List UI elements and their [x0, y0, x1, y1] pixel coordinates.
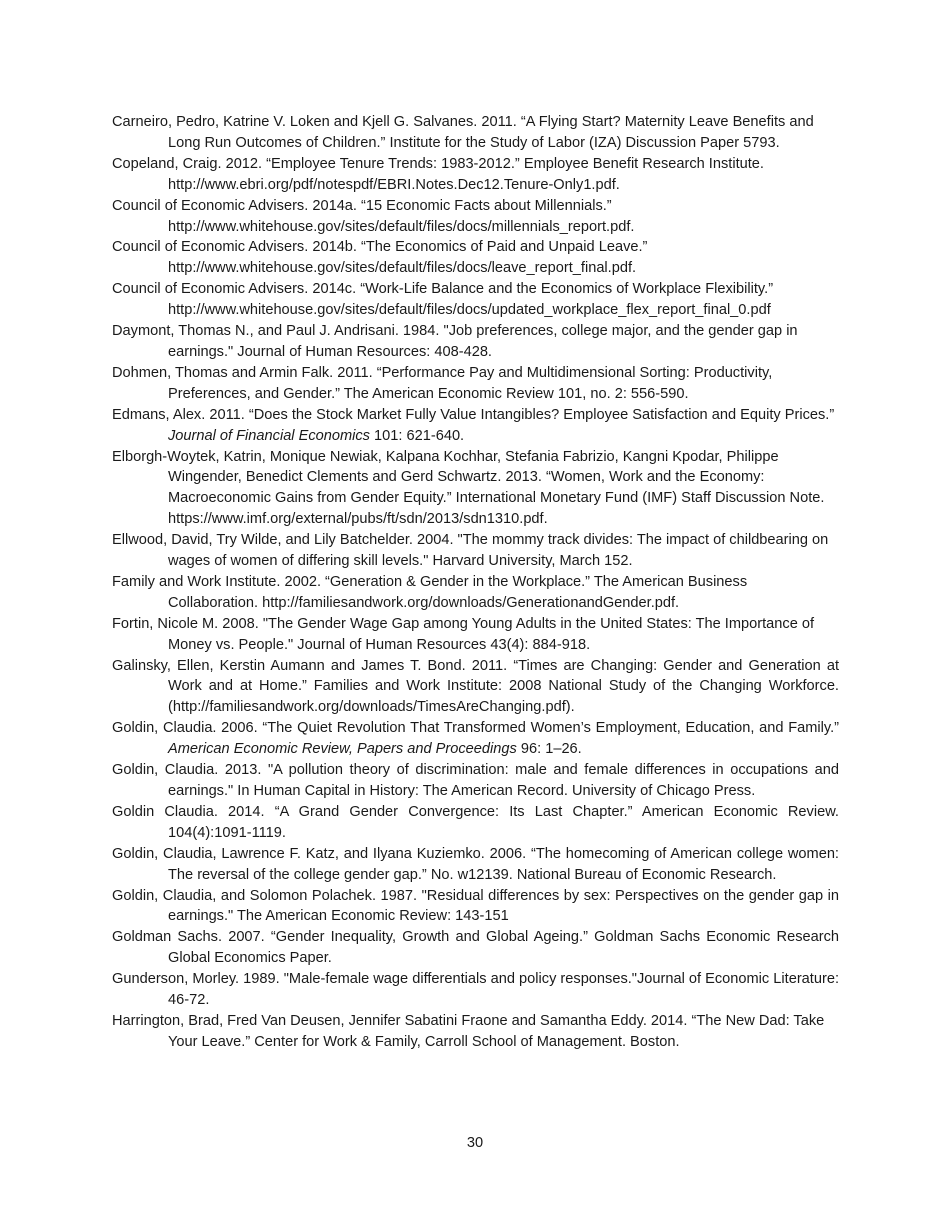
- reference-text: Edmans, Alex. 2011. “Does the Stock Market Fully Value Intangibles? Employee Satisfaction and Equity Prices.”: [112, 406, 835, 423]
- reference-text: Goldin, Claudia. 2013. "A pollution theory of discrimination: male and female differences in occupations and earnings." In Human Capital in History: The American Record. University of Chicago Press.: [112, 762, 839, 799]
- reference-entry: [112, 1011, 839, 1053]
- page-number: 30: [466, 1135, 484, 1151]
- reference-entry: [112, 844, 839, 886]
- reference-text: Goldin, Claudia, and Solomon Polachek. 1987. "Residual differences by sex: Perspectives on the gender gap in earnings." The American Economic Review: 143-151: [112, 887, 839, 925]
- reference-entry: [112, 572, 839, 614]
- reference-text: Fortin, Nicole M. 2008. "The Gender Wage Gap among Young Adults in the United States: The Importance of Money vs. People." Journal of Human Resources 43(4): 884-918.: [112, 615, 815, 653]
- reference-text: Galinsky, Ellen, Kerstin Aumann and James T. Bond. 2011. “Times are Changing: Gender and Generation at Work and at Home.” Families and Work Institute: 2008 National Study of the Changing Workforce. (http://familiesandwork.org/downloads/TimesAreChanging.pdf).: [112, 657, 839, 716]
- reference-text: Council of Economic Advisers. 2014a. “15 Economic Facts about Millennials.” http://www.whitehouse.gov/sites/default/files/docs/millennials_report.pdf.: [112, 197, 635, 235]
- reference-text: Council of Economic Advisers. 2014c. “Work-Life Balance and the Economics of Workplace Flexibility.” http://www.whitehouse.gov/sites/default/files/docs/updated_workplace_flex_report_final_0.pdf: [112, 281, 774, 319]
- reference-entry: [112, 886, 839, 928]
- reference-entry: [112, 154, 839, 196]
- reference-entry: [112, 614, 839, 656]
- reference-text: Harrington, Brad, Fred Van Deusen, Jennifer Sabatini Fraone and Samantha Eddy. 2014. “The New Dad: Take Your Leave.” Center for Work & Family, Carroll School of Management. Boston.: [112, 1012, 825, 1050]
- reference-entry: [112, 927, 839, 969]
- reference-text: Goldman Sachs. 2007. “Gender Inequality, Growth and Global Ageing.” Goldman Sachs Economic Research Global Economics Paper.: [112, 929, 839, 967]
- reference-text: Goldin, Claudia, Lawrence F. Katz, and Ilyana Kuziemko. 2006. “The homecoming of American college women: The reversal of the college gender gap.” No. w12139. National Bureau of Economic Research.: [112, 845, 839, 883]
- reference-text: Goldin Claudia. 2014. “A Grand Gender Convergence: Its Last Chapter.” American Economic Review. 104(4):1091-1119.: [112, 803, 839, 841]
- reference-entry: [112, 321, 839, 363]
- reference-entry: [112, 196, 839, 238]
- reference-text: Ellwood, David, Try Wilde, and Lily Batchelder. 2004. "The mommy track divides: The impact of childbearing on wages of women of differing skill levels." Harvard University, March 152.: [112, 532, 829, 570]
- reference-text: Copeland, Craig. 2012. “Employee Tenure Trends: 1983-2012.” Employee Benefit Research Institute. http://www.ebri.org/pdf/notespdf/EBRI.Notes.Dec12.Tenure-Only1.pdf.: [112, 155, 764, 193]
- reference-entry: [112, 656, 839, 719]
- reference-entry: [112, 802, 839, 844]
- reference-text: Council of Economic Advisers. 2014b. “The Economics of Paid and Unpaid Leave.” http://www.whitehouse.gov/sites/default/files/docs/leave_report_final.pdf.: [112, 239, 648, 277]
- reference-text: Gunderson, Morley. 1989. "Male-female wage differentials and policy responses."Journal of Economic Literature: 46-72.: [112, 971, 839, 1009]
- reference-entry: [112, 969, 839, 1011]
- reference-text: Elborgh-Woytek, Katrin, Monique Newiak, Kalpana Kochhar, Stefania Fabrizio, Kangni Kpodar, Philippe Wingender, Benedict Clements and Gerd Schwartz. 2013. “Women, Work and the Economy: Macroeconomic Gains from Gender Equity.” International Monetary Fund (IMF) Staff Discussion Note. https://www.imf.org/external/pubs/ft/sdn/2013/sdn1310.pdf.: [112, 448, 825, 528]
- reference-text: Family and Work Institute. 2002. “Generation & Gender in the Workplace.” The American Business Collaboration. http://familiesandwork.org/downloads/GenerationandGender.pdf.: [112, 573, 748, 611]
- reference-text-tail: 101: 621-640.: [369, 427, 465, 444]
- reference-list: [112, 112, 839, 1053]
- reference-text-tail: 96: 1–26.: [516, 741, 582, 758]
- reference-entry: [112, 447, 839, 531]
- reference-text: Daymont, Thomas N., and Paul J. Andrisani. 1984. "Job preferences, college major, and the gender gap in earnings." Journal of Human Resources: 408-428.: [112, 323, 798, 360]
- reference-entry: [112, 530, 839, 572]
- reference-entry: [112, 112, 839, 154]
- reference-text: Dohmen, Thomas and Armin Falk. 2011. “Performance Pay and Multidimensional Sorting: Productivity, Preferences, and Gender.” The American Economic Review 101, no. 2: 556-590.: [112, 364, 773, 402]
- reference-text: Carneiro, Pedro, Katrine V. Loken and Kjell G. Salvanes. 2011. “A Flying Start? Maternity Leave Benefits and Long Run Outcomes of Children.” Institute for the Study of Labor (IZA) Discussion Paper 5793.: [112, 114, 814, 151]
- reference-entry: [112, 718, 839, 760]
- reference-entry: [112, 279, 839, 321]
- reference-entry: [112, 237, 839, 279]
- reference-text: Goldin, Claudia. 2006. “The Quiet Revolution That Transformed Women’s Employment, Education, and Family.”: [112, 720, 839, 737]
- reference-journal-title: Journal of Financial Economics: [168, 427, 370, 444]
- reference-entry: [112, 760, 839, 802]
- reference-journal-title: American Economic Review, Papers and Proceedings: [168, 741, 517, 758]
- reference-entry: [112, 405, 839, 447]
- reference-entry: [112, 363, 839, 405]
